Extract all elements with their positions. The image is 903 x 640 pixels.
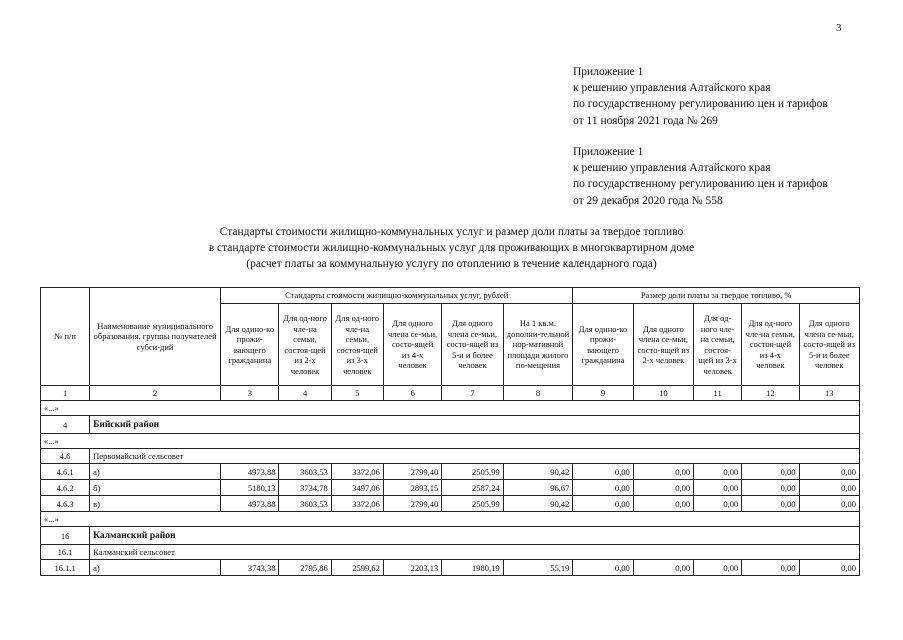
value-cell: 3743,38 — [221, 560, 279, 576]
row-num: 4.6.2 — [41, 480, 90, 496]
row-name: в) — [90, 496, 221, 512]
value-cell: 0,00 — [633, 496, 693, 512]
appendix-line: по государственному регулированию цен и тарифов — [573, 178, 828, 191]
value-cell: 3372,06 — [331, 496, 383, 512]
header-cell: На 1 кв.м. дополни-тельной нор-мативной площади жилого по-мещения — [503, 304, 573, 386]
value-cell: 2795,86 — [279, 560, 331, 576]
title-line: (расчет платы за коммунальную услугу по отоплению в течение календарного года) — [246, 258, 657, 271]
value-cell: 5180,13 — [221, 480, 279, 496]
value-cell: 0,00 — [633, 560, 693, 576]
value-cell: 0,00 — [799, 464, 859, 480]
row-num: 4.6.1 — [41, 464, 90, 480]
column-number: 12 — [742, 386, 799, 401]
table-row — [41, 464, 860, 480]
district-row — [41, 527, 860, 545]
column-number: 5 — [331, 386, 383, 401]
value-cell: 3734,78 — [279, 480, 331, 496]
value-cell: 2203,13 — [383, 560, 441, 576]
column-number: 8 — [503, 386, 573, 401]
value-cell: 4973,88 — [221, 496, 279, 512]
council-name: Первомайский сельсовет — [90, 449, 860, 464]
header-name: Наименование муниципального образования, группы получателей субси-дий — [90, 288, 221, 386]
column-number: 3 — [221, 386, 279, 401]
title-line: в стандарте стоимости жилищно-коммунальных услуг для проживающих в многоквартирном доме — [208, 242, 695, 255]
table-row — [41, 480, 860, 496]
council-row — [41, 545, 860, 560]
value-cell: 0,00 — [633, 480, 693, 496]
column-number: 7 — [442, 386, 503, 401]
value-cell: 90,42 — [503, 464, 573, 480]
value-cell: 2799,40 — [383, 496, 441, 512]
value-cell: 0,00 — [694, 480, 742, 496]
value-cell: 0,00 — [799, 480, 859, 496]
document-title — [0, 224, 903, 273]
value-cell: 0,00 — [742, 560, 799, 576]
value-cell: 2893,15 — [383, 480, 441, 496]
standards-table — [40, 287, 860, 576]
value-cell: 0,00 — [573, 496, 633, 512]
value-cell: 0,00 — [633, 464, 693, 480]
value-cell: 3372,06 — [331, 464, 383, 480]
header-cell: Для одного члена се-мьи, состо-ящей из 2-х человек — [633, 304, 693, 386]
district-num: 16 — [41, 527, 90, 545]
appendix-previous — [573, 144, 828, 209]
ellipsis-row — [41, 434, 860, 449]
header-cell: Для од-ного чле-на семьи, состоя-щей из 4-х человек — [742, 304, 799, 386]
header-cell: Для од-ного чле-на семьи, состоя-щей из 3-х человек — [331, 304, 383, 386]
column-number: 11 — [694, 386, 742, 401]
value-cell: 0,00 — [742, 464, 799, 480]
value-cell: 90,42 — [503, 496, 573, 512]
value-cell: 0,00 — [799, 560, 859, 576]
title-line: Стандарты стоимости жилищно-коммунальных услуг и размер доли платы за твердое топливо — [219, 226, 684, 238]
header-cell: Для одино-ко прожи-вающего гражданина — [221, 304, 279, 386]
appendix-line: к решению управления Алтайского края — [573, 82, 771, 95]
value-cell: 0,00 — [799, 496, 859, 512]
ellipsis-row — [41, 512, 860, 527]
header-share-group: Размер доли платы за твердое топливо, % — [573, 288, 860, 304]
value-cell: 0,00 — [694, 496, 742, 512]
header-cell: Для одного члена се-мьи, состо-ящей из 4-х человек — [383, 304, 441, 386]
value-cell: 4973,88 — [221, 464, 279, 480]
value-cell: 2599,62 — [331, 560, 383, 576]
appendix-line: Приложение 1 — [573, 146, 644, 158]
ellipsis-cell: «...» — [41, 434, 860, 449]
column-number: 6 — [383, 386, 441, 401]
row-name: а) — [90, 464, 221, 480]
district-num: 4 — [41, 416, 90, 434]
ellipsis-cell: «...» — [41, 512, 860, 527]
value-cell: 0,00 — [694, 560, 742, 576]
council-num: 4.6 — [41, 449, 90, 464]
value-cell: 3603,53 — [279, 464, 331, 480]
council-name: Калманский сельсовет — [90, 545, 860, 560]
council-row — [41, 449, 860, 464]
row-name: а) — [90, 560, 221, 576]
district-name: Бийский район — [90, 416, 860, 434]
district-name: Калманский район — [90, 527, 860, 545]
appendix-line: по государственному регулированию цен и тарифов — [573, 98, 828, 111]
column-number: 1 — [41, 386, 90, 401]
value-cell: 0,00 — [573, 560, 633, 576]
value-cell: 2799,40 — [383, 464, 441, 480]
header-cell: Для од-ного чле-на семьи, состоя-щей из 3-х человек — [694, 304, 742, 386]
ellipsis-row — [41, 401, 860, 416]
header-cell: Для од-ного чле-на семьи, состоя-щей из 2-х человек — [279, 304, 331, 386]
header-cell: Для одного члена се-мьи, состо-ящей из 5-и и более человек — [442, 304, 503, 386]
row-num: 4.6.3 — [41, 496, 90, 512]
value-cell: 2505,99 — [442, 496, 503, 512]
header-num: № п/п — [41, 288, 90, 386]
value-cell: 3497,06 — [331, 480, 383, 496]
district-row — [41, 416, 860, 434]
column-number: 10 — [633, 386, 693, 401]
column-number: 2 — [90, 386, 221, 401]
column-number-row — [41, 386, 860, 401]
header-standards-group: Стандарты стоимости жилищно-коммунальных услуг, рублей — [221, 288, 573, 304]
appendix-line: от 11 ноября 2021 года № 269 — [573, 114, 718, 127]
value-cell: 1980,19 — [442, 560, 503, 576]
appendix-line: от 29 декабря 2020 года № 558 — [573, 194, 723, 207]
column-number: 13 — [799, 386, 859, 401]
page-number: 3 — [836, 22, 842, 34]
value-cell: 0,00 — [573, 480, 633, 496]
value-cell: 3603,53 — [279, 496, 331, 512]
value-cell: 2505,99 — [442, 464, 503, 480]
row-num: 16.1.1 — [41, 560, 90, 576]
council-num: 16.1 — [41, 545, 90, 560]
value-cell: 96,67 — [503, 480, 573, 496]
value-cell: 0,00 — [742, 480, 799, 496]
table-body — [41, 288, 860, 576]
value-cell: 0,00 — [694, 464, 742, 480]
header-cell: Для одино-ко прожи-вающего гражданина — [573, 304, 633, 386]
table-row — [41, 560, 860, 576]
value-cell: 55,19 — [503, 560, 573, 576]
value-cell: 0,00 — [742, 496, 799, 512]
value-cell: 2587,24 — [442, 480, 503, 496]
appendix-current — [573, 64, 828, 129]
column-number: 9 — [573, 386, 633, 401]
ellipsis-cell: «...» — [41, 401, 860, 416]
row-name: б) — [90, 480, 221, 496]
header-cell: Для одного члена се-мьи, состо-ящей из 5-и и более человек — [799, 304, 859, 386]
column-number: 4 — [279, 386, 331, 401]
value-cell: 0,00 — [573, 464, 633, 480]
appendix-line: Приложение 1 — [573, 66, 644, 78]
table-row — [41, 496, 860, 512]
header-row — [41, 288, 860, 304]
appendix-line: к решению управления Алтайского края — [573, 162, 771, 175]
